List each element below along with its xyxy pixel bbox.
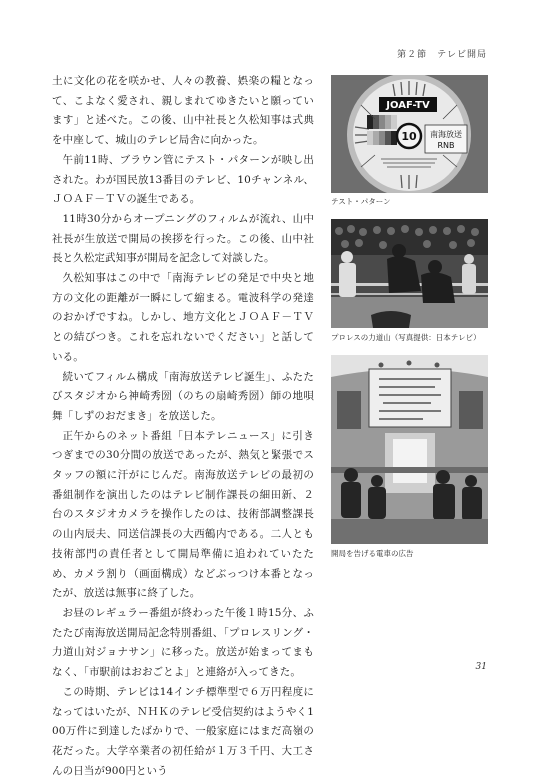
train-ad-photo: [331, 355, 488, 544]
paragraph: 久松知事はこの中で「南海テレビの発足で中央と地方の文化の距離が一瞬にして縮まる。電波科学の発達のおかげですね。しかし、地方文化とＪＯＡＦ－ＴＶとの結びつき。これを忘れないでください」と話している。: [52, 272, 314, 363]
train-interior-image: [331, 355, 488, 544]
wrestling-image: [331, 219, 488, 328]
main-text-column: [52, 72, 314, 781]
test-pattern-image: [331, 75, 488, 193]
running-header: 第２節 テレビ開局: [397, 50, 487, 60]
figure-caption: テスト・パターン: [331, 197, 391, 206]
paragraph: 正午からのネット番組「日本テレニュース」に引きつぎまでの30分間の放送であったが、熱気と緊張でスタッフの額に汗がにじんだ。南海放送テレビの最初の番組制作を演出したのはテレビ制作課長の細田新、２台のスタジオカメラを操作したのは、技術部調整課長の山内辰夫、同送信課長の大西鶴内である。二人とも技術部門の責任者として開局準備に追われていたため、カメラ割り（画面構成）などぶっつけ本番となったが、放送は無事に終了した。: [52, 429, 314, 600]
test-pattern-callsign: JOAF-TV: [386, 100, 430, 111]
test-pattern-channel: 10: [401, 130, 417, 143]
page-number: 31: [475, 662, 487, 672]
test-pattern-photo: [331, 75, 488, 193]
test-pattern-rnb: RNB: [437, 141, 455, 150]
paragraph: 土に文化の花を咲かせ、人々の教養、娯楽の糧となって、こよなく愛され、親しまれてゆきたいと願っています」と述べた。この後、山中社長と久松知事は式典を中座して、城山のテレビ局舎に向かった。: [52, 75, 314, 147]
paragraph: 午前11時、ブラウン管にテスト・パターンが映し出された。わが国民放13番目のテレビ、10チャンネル、ＪＯＡＦ－ＴＶの誕生である。: [52, 153, 314, 206]
figure-caption: プロレスの力道山（写真提供：日本テレビ）: [331, 333, 481, 342]
figure-caption: 開局を告げる電車の広告: [331, 549, 414, 558]
test-pattern-station: 南海放送: [430, 130, 462, 139]
paragraph: 11時30分からオープニングのフィルムが流れ、山中社長が生放送で開局の挨拶を行った。この後、山中社長と久松定武知事が開局を記念して対談した。: [52, 212, 314, 265]
wrestling-photo: [331, 219, 488, 328]
paragraph: お昼のレギュラー番組が終わった午後１時15分、ふたたび南海放送開局記念特別番組、「プロレスリング・力道山対ジョナサン」に移った。放送が始まってまもなく、「市駅前はおおごとよ」と連絡が入ってきた。: [52, 606, 314, 679]
paragraph: 続いてフィルム構成「南海放送テレビ誕生」、ふたたびスタジオから神崎秀圀（のちの扇崎秀圀）師の地唄舞「しずのおだまき」を放送した。: [52, 370, 314, 422]
paragraph: この時期、テレビは14インチ標準型で６万円程度になってはいたが、ＮＨＫのテレビ受信契約はようやく100万件に到達したばかりで、一般家庭にはまだ高嶺の花だった。大学卒業者の初任給が１万３千円、大工さんの日当が900円という: [52, 685, 314, 777]
